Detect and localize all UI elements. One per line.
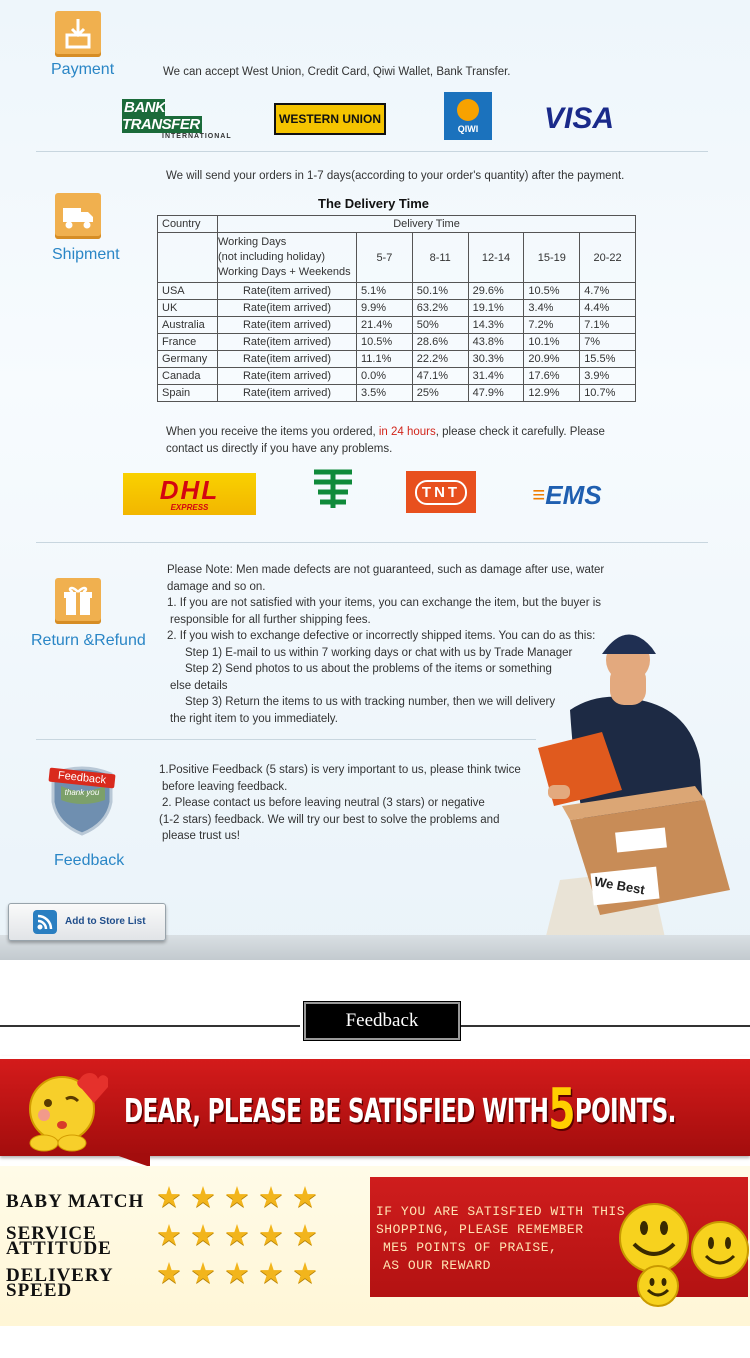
table-cell: 3.4% bbox=[524, 300, 580, 317]
refund-line: the right item to you immediately. bbox=[170, 712, 338, 725]
wd-line3: Working Days + Weekends bbox=[218, 266, 351, 278]
gift-icon bbox=[55, 578, 101, 624]
table-cell: 10.5% bbox=[524, 283, 580, 300]
banner-part2: POINTS. bbox=[574, 1091, 676, 1130]
feedback-text bbox=[159, 762, 521, 845]
feedback-line: (1-2 stars) feedback. We will try our best to solve the problems and bbox=[159, 813, 500, 826]
banner-part1: DEAR, PLEASE BE SATISFIED WITH bbox=[124, 1091, 549, 1130]
banner-text bbox=[124, 1077, 676, 1142]
th-range: 20-22 bbox=[580, 233, 636, 283]
table-cell: France bbox=[158, 334, 218, 351]
rating-label-line2: SPEED bbox=[6, 1280, 73, 1301]
tnt-logo bbox=[406, 471, 476, 513]
star-rating[interactable] bbox=[156, 1184, 318, 1213]
table-cell: Spain bbox=[158, 385, 218, 402]
divider-line bbox=[0, 1025, 300, 1027]
bottom-spacer bbox=[0, 1326, 750, 1358]
table-cell: 10.1% bbox=[524, 334, 580, 351]
table-cell: 14.3% bbox=[468, 317, 524, 334]
wd-line2: (not including holiday) bbox=[218, 251, 326, 263]
table-cell: Rate(item arrived) bbox=[218, 368, 357, 385]
inspection-notice bbox=[166, 424, 605, 457]
th-working-days bbox=[218, 233, 357, 283]
star-icon[interactable]: ★ bbox=[224, 1182, 250, 1214]
rate-rows bbox=[158, 283, 636, 402]
table-cell: Rate(item arrived) bbox=[218, 300, 357, 317]
table-cell: 15.5% bbox=[580, 351, 636, 368]
qiwi-logo bbox=[444, 92, 492, 140]
shipment-truck-icon bbox=[55, 193, 101, 239]
th-range: 5-7 bbox=[357, 233, 413, 283]
delivery-time-table bbox=[157, 215, 636, 402]
western-union-logo: WESTERN UNION bbox=[274, 103, 386, 135]
notice-post: , please check it carefully. Please bbox=[435, 426, 605, 438]
rating-label-line1: SERVICE bbox=[6, 1223, 97, 1244]
table-cell: 3.9% bbox=[580, 368, 636, 385]
refund-line: responsible for all further shipping fees. bbox=[170, 613, 371, 626]
refund-line: Step 3) Return the items to us with tracking number, then we will delivery bbox=[185, 696, 556, 708]
refund-line: Step 2) Send photos to us about the problems of the items or something bbox=[185, 663, 552, 675]
table-cell: 43.8% bbox=[468, 334, 524, 351]
visa-logo: VISA bbox=[543, 102, 615, 135]
star-icon[interactable]: ★ bbox=[292, 1220, 318, 1252]
star-icon[interactable]: ★ bbox=[190, 1182, 216, 1214]
badge-label: Feedback bbox=[48, 768, 115, 789]
dhl-text: DHL bbox=[159, 474, 220, 505]
refund-line: else details bbox=[170, 679, 228, 692]
table-cell: 10.5% bbox=[357, 334, 413, 351]
table-cell: Rate(item arrived) bbox=[218, 351, 357, 368]
star-icon[interactable]: ★ bbox=[258, 1182, 284, 1214]
notice-highlight: in 24 hours bbox=[378, 426, 436, 438]
table-row bbox=[158, 300, 636, 317]
table-cell: 47.1% bbox=[412, 368, 468, 385]
th-range: 15-19 bbox=[524, 233, 580, 283]
reward-line: IF YOU ARE SATISFIED WITH THIS bbox=[376, 1204, 626, 1219]
table-cell: Rate(item arrived) bbox=[218, 385, 357, 402]
reward-line: AS OUR REWARD bbox=[383, 1258, 491, 1273]
feedback-badge bbox=[47, 764, 117, 836]
star-icon[interactable]: ★ bbox=[190, 1220, 216, 1252]
star-rating[interactable] bbox=[156, 1260, 318, 1289]
table-row bbox=[158, 317, 636, 334]
shipment-title: Shipment bbox=[52, 246, 120, 263]
refund-line: Please Note: Men made defects are not guaranteed, such as damage after use, water bbox=[167, 564, 605, 576]
table-cell: 31.4% bbox=[468, 368, 524, 385]
badge-sub: thank you bbox=[64, 788, 100, 797]
table-row bbox=[158, 334, 636, 351]
table-cell: 11.1% bbox=[357, 351, 413, 368]
star-icon[interactable]: ★ bbox=[190, 1258, 216, 1290]
feedback-line: please trust us! bbox=[162, 830, 240, 842]
table-cell: Rate(item arrived) bbox=[218, 283, 357, 300]
feedback-line: 1.Positive Feedback (5 stars) is very important to us, please think twice bbox=[159, 764, 521, 776]
table-cell: Canada bbox=[158, 368, 218, 385]
table-cell: 28.6% bbox=[412, 334, 468, 351]
table-cell: 19.1% bbox=[468, 300, 524, 317]
table-row bbox=[158, 351, 636, 368]
reward-line: ME5 POINTS OF PRAISE, bbox=[383, 1240, 558, 1255]
dhl-logo bbox=[123, 473, 256, 515]
table-cell: Rate(item arrived) bbox=[218, 334, 357, 351]
payment-text: We can accept West Union, Credit Card, Qiwi Wallet, Bank Transfer. bbox=[163, 66, 511, 78]
th-delivery-time: Delivery Time bbox=[218, 216, 636, 233]
notice-pre: When you receive the items you ordered, bbox=[166, 426, 379, 438]
table-cell: 20.9% bbox=[524, 351, 580, 368]
table-row bbox=[158, 368, 636, 385]
table-cell: 12.9% bbox=[524, 385, 580, 402]
rating-label-line1: DELIVERY bbox=[6, 1265, 114, 1286]
star-icon[interactable]: ★ bbox=[224, 1258, 250, 1290]
refund-title: Return &Refund bbox=[31, 632, 146, 649]
dhl-sub: EXPRESS bbox=[170, 502, 209, 512]
table-cell: 30.3% bbox=[468, 351, 524, 368]
star-rating[interactable] bbox=[156, 1222, 318, 1251]
banner-number: 5 bbox=[548, 1077, 575, 1142]
notice-line2: contact us directly if you have any problems. bbox=[166, 442, 393, 455]
table-cell: 29.6% bbox=[468, 283, 524, 300]
wd-line1: Working Days bbox=[218, 236, 287, 248]
table-cell: 7.1% bbox=[580, 317, 636, 334]
refund-line: 1. If you are not satisfied with your items, you can exchange the item, but the buyer is bbox=[167, 597, 602, 609]
add-to-store-list-button[interactable] bbox=[8, 903, 166, 941]
refund-line: Step 1) E-mail to us within 7 working days or chat with us by Trade Manager bbox=[185, 646, 573, 659]
th-country: Country bbox=[158, 216, 218, 233]
refund-line: damage and so on. bbox=[167, 580, 266, 593]
star-icon[interactable]: ★ bbox=[292, 1258, 318, 1290]
table-cell: 7% bbox=[580, 334, 636, 351]
table-cell: 50% bbox=[412, 317, 468, 334]
star-icon[interactable]: ★ bbox=[156, 1182, 182, 1214]
star-icon[interactable]: ★ bbox=[156, 1258, 182, 1290]
shipment-intro: We will send your orders in 1-7 days(according to your order's quantity) after the payment. bbox=[166, 170, 625, 182]
feedback-line: 2. Please contact us before leaving neutral (3 stars) or negative bbox=[162, 797, 485, 809]
star-icon[interactable]: ★ bbox=[156, 1220, 182, 1252]
table-cell: 10.7% bbox=[580, 385, 636, 402]
banner-tail bbox=[110, 1153, 150, 1167]
star-icon[interactable]: ★ bbox=[258, 1220, 284, 1252]
table-cell: 7.2% bbox=[524, 317, 580, 334]
divider bbox=[36, 151, 708, 152]
delivery-man-illustration bbox=[530, 620, 750, 960]
china-post-logo bbox=[308, 462, 358, 512]
reward-line: SHOPPING, PLEASE REMEMBER bbox=[376, 1222, 584, 1237]
bank-transfer-logo bbox=[122, 98, 234, 140]
rating-label bbox=[6, 1223, 112, 1259]
bank-transfer-text: BANK TRANSFER bbox=[122, 98, 200, 133]
table-cell: 5.1% bbox=[357, 283, 413, 300]
payment-icon bbox=[55, 11, 101, 57]
star-icon[interactable]: ★ bbox=[292, 1182, 318, 1214]
th-range: 12-14 bbox=[468, 233, 524, 283]
box-label: We Best bbox=[593, 873, 646, 898]
refund-line: 2. If you wish to exchange defective or incorrectly shipped items. You can do as this: bbox=[167, 630, 596, 642]
table-row bbox=[158, 283, 636, 300]
kiss-smiley-icon bbox=[22, 1069, 108, 1155]
table-cell: 3.5% bbox=[357, 385, 413, 402]
delivery-table-title: The Delivery Time bbox=[318, 196, 430, 211]
feedback-line: before leaving feedback. bbox=[162, 780, 288, 793]
table-cell: 4.4% bbox=[580, 300, 636, 317]
smiley-faces-icon bbox=[614, 1198, 750, 1310]
divider bbox=[36, 739, 536, 740]
table-cell: Germany bbox=[158, 351, 218, 368]
table-cell: 50.1% bbox=[412, 283, 468, 300]
th-range: 8-11 bbox=[412, 233, 468, 283]
reward-text bbox=[376, 1203, 625, 1275]
divider-line bbox=[460, 1025, 750, 1027]
table-cell: 25% bbox=[412, 385, 468, 402]
table-cell: 0.0% bbox=[357, 368, 413, 385]
feedback-title: Feedback bbox=[54, 852, 125, 869]
ems-logo bbox=[520, 478, 614, 512]
divider bbox=[36, 542, 708, 543]
table-cell: 21.4% bbox=[357, 317, 413, 334]
five-points-banner bbox=[0, 1056, 750, 1156]
table-cell: Australia bbox=[158, 317, 218, 334]
star-icon[interactable]: ★ bbox=[224, 1220, 250, 1252]
qiwi-text: QIWI bbox=[457, 123, 479, 134]
th-empty bbox=[158, 233, 218, 283]
ems-stripes: ≡ bbox=[532, 482, 544, 507]
table-cell: Rate(item arrived) bbox=[218, 317, 357, 334]
table-cell: UK bbox=[158, 300, 218, 317]
table-cell: USA bbox=[158, 283, 218, 300]
payment-title: Payment bbox=[51, 61, 115, 78]
ems-text: EMS bbox=[545, 479, 602, 510]
table-cell: 17.6% bbox=[524, 368, 580, 385]
rss-icon bbox=[33, 910, 57, 934]
table-cell: 4.7% bbox=[580, 283, 636, 300]
table-cell: 9.9% bbox=[357, 300, 413, 317]
rating-label-line2: ATTITUDE bbox=[6, 1238, 112, 1259]
table-cell: 22.2% bbox=[412, 351, 468, 368]
star-icon[interactable]: ★ bbox=[258, 1258, 284, 1290]
store-button-label: Add to Store List bbox=[65, 916, 146, 927]
table-cell: 63.2% bbox=[412, 300, 468, 317]
table-cell: 47.9% bbox=[468, 385, 524, 402]
rating-label bbox=[6, 1265, 114, 1301]
table-row bbox=[158, 385, 636, 402]
rating-label: BABY MATCH bbox=[6, 1191, 145, 1212]
tnt-text: TNT bbox=[415, 480, 467, 505]
feedback-heading: Feedback bbox=[304, 1002, 460, 1040]
bank-transfer-sub: INTERNATIONAL bbox=[162, 132, 232, 140]
